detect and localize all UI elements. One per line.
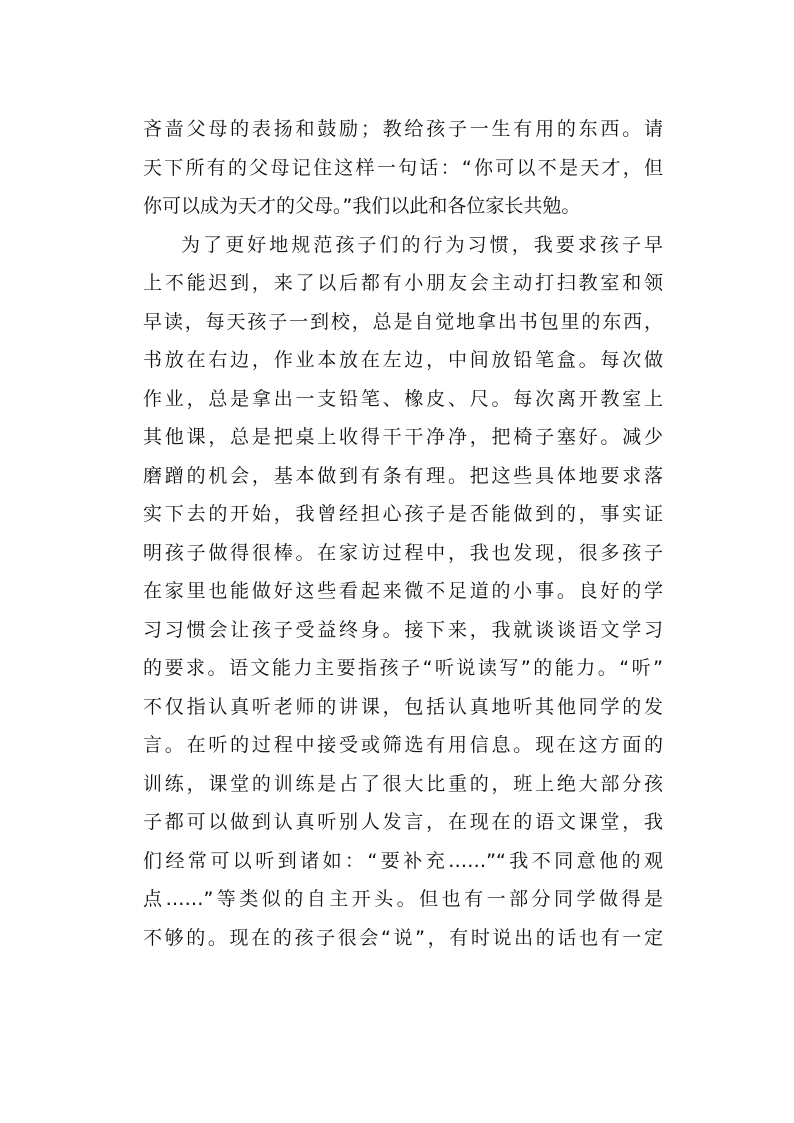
text-line: 天下所有的父母记住这样一句话：“你可以不是天才，但 xyxy=(143,156,663,179)
paragraph-end-line: 你可以成为天才的父母。”我们以此和各位家长共勉。 xyxy=(143,195,581,217)
text-line: 们经常可以听到诸如：“要补充……”“我不同意他的观 xyxy=(143,849,663,872)
text-line: 上不能迟到，来了以后都有小朋友会主动打扫教室和领 xyxy=(143,272,663,294)
text-line: 子都可以做到认真听别人发言，在现在的语文课堂，我 xyxy=(143,811,663,833)
text-line: 明孩子做得很棒。在家访过程中，我也发现，很多孩子 xyxy=(143,541,663,564)
text-line: 书放在右边，作业本放在左边，中间放铅笔盒。每次做 xyxy=(143,349,663,371)
text-line: 的要求。语文能力主要指孩子“听说读写”的能力。“听” xyxy=(143,657,663,679)
text-line: 其他课，总是把桌上收得干干净净，把椅子塞好。减少 xyxy=(143,426,663,448)
text-line: 在家里也能做好这些看起来微不足道的小事。良好的学 xyxy=(143,580,663,602)
body-text xyxy=(143,110,663,957)
text-line: 早读，每天孩子一到校，总是自觉地拿出书包里的东西， xyxy=(143,310,663,333)
paragraph-first-line: 为了更好地规范孩子们的行为习惯，我要求孩子早 xyxy=(181,233,663,256)
text-line: 言。在听的过程中接受或筛选有用信息。现在这方面的 xyxy=(143,734,663,756)
text-line: 点……”等类似的自主开头。但也有一部分同学做得是 xyxy=(143,888,663,910)
text-line: 磨蹭的机会，基本做到有条有理。把这些具体地要求落 xyxy=(143,464,663,487)
text-line: 训练，课堂的训练是占了很大比重的，班上绝大部分孩 xyxy=(143,772,663,795)
text-line: 不仅指认真听老师的讲课，包括认真地听其他同学的发 xyxy=(143,695,663,718)
text-line: 不够的。现在的孩子很会“说”，有时说出的话也有一定 xyxy=(143,926,663,949)
text-line: 习习惯会让孩子受益终身。接下来，我就谈谈语文学习 xyxy=(143,618,663,641)
text-line: 实下去的开始，我曾经担心孩子是否能做到的，事实证 xyxy=(143,503,663,525)
text-line: 作业，总是拿出一支铅笔、橡皮、尺。每次离开教室上 xyxy=(143,387,663,410)
text-line: 吝啬父母的表扬和鼓励；教给孩子一生有用的东西。请 xyxy=(143,118,663,140)
